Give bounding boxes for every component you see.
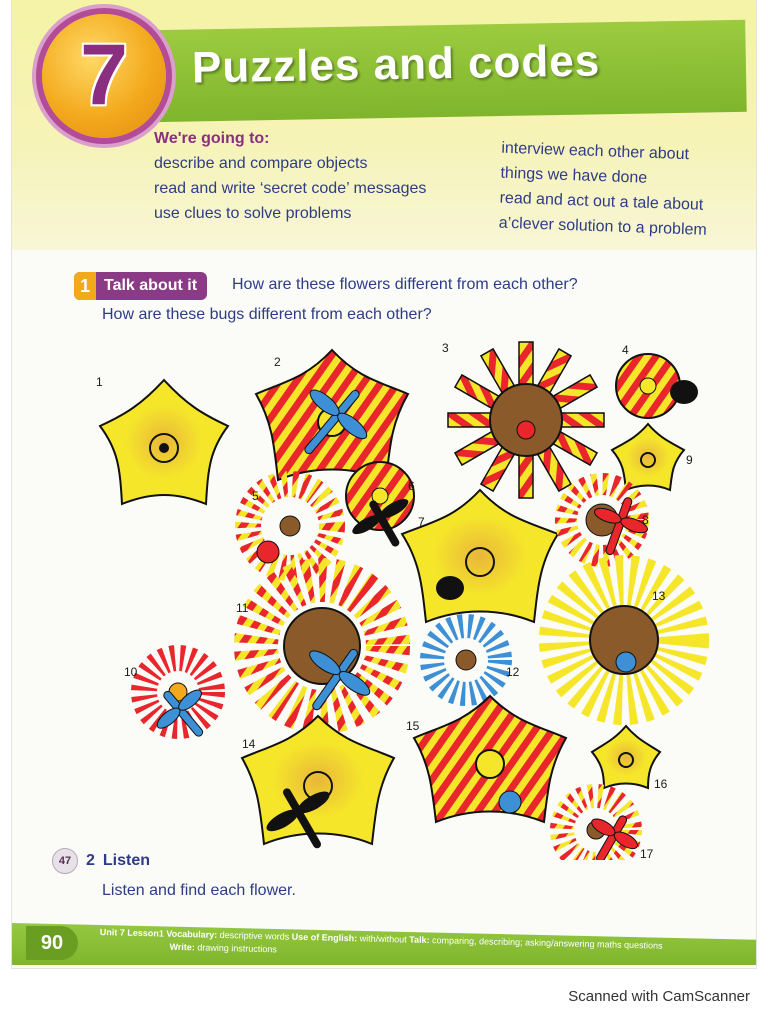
flower-label-16: 16 bbox=[654, 777, 668, 791]
flower-4 bbox=[616, 354, 698, 418]
flower-label-7: 7 bbox=[418, 515, 425, 529]
activity-2-title: Listen bbox=[102, 852, 151, 869]
flower-15 bbox=[414, 696, 566, 822]
flower-11 bbox=[256, 580, 388, 730]
unit-badge bbox=[42, 14, 166, 138]
footer-vocab: descriptive words bbox=[217, 929, 292, 942]
flower-label-3: 3 bbox=[442, 341, 449, 355]
goal-item: use clues to solve problems bbox=[154, 205, 352, 222]
flower-label-10: 10 bbox=[124, 665, 138, 679]
footer-unit-label: Unit 7 Lesson1 Vocabulary: bbox=[99, 926, 218, 940]
flower-label-14: 14 bbox=[242, 737, 256, 751]
question-bugs: How are these bugs different from each other? bbox=[102, 306, 432, 323]
flower-label-11: 11 bbox=[236, 601, 249, 615]
activity-2-number: 2 bbox=[86, 852, 95, 869]
flower-label-8: 8 bbox=[642, 513, 649, 527]
flower-3 bbox=[448, 342, 604, 498]
chapter-title: Puzzles and codes bbox=[191, 36, 601, 93]
flower-2 bbox=[256, 350, 408, 480]
footer-use: with/without bbox=[357, 933, 410, 945]
flower-label-6: 6 bbox=[408, 479, 415, 493]
goal-item: things we have done bbox=[500, 164, 648, 187]
goals-right bbox=[498, 136, 751, 245]
flower-label-1: 1 bbox=[96, 375, 103, 389]
textbook-page bbox=[12, 0, 756, 968]
goals-left bbox=[154, 126, 494, 226]
flower-label-2: 2 bbox=[274, 355, 281, 369]
flower-9 bbox=[612, 424, 684, 490]
unit-number: 7 bbox=[80, 27, 128, 123]
flower-label-15: 15 bbox=[406, 719, 420, 733]
flower-label-17: 17 bbox=[640, 847, 654, 860]
flower-5 bbox=[248, 484, 332, 568]
activity-2-instruction: Listen and find each flower. bbox=[102, 882, 296, 899]
footer-talk-label: Talk: bbox=[409, 934, 430, 946]
flower-label-13: 13 bbox=[652, 589, 666, 603]
flower-14 bbox=[242, 716, 394, 860]
flower-7 bbox=[402, 490, 558, 622]
activity-1-title: Talk about it bbox=[104, 277, 198, 294]
flower-label-9: 9 bbox=[686, 453, 693, 467]
activity-1-number: 1 bbox=[74, 272, 96, 300]
flower-label-12: 12 bbox=[506, 665, 520, 679]
page-number: 90 bbox=[26, 926, 78, 960]
footer-talk: comparing, describing; asking/answering maths questions bbox=[429, 935, 663, 951]
flower-12 bbox=[432, 626, 500, 694]
goal-item: read and act out a tale about bbox=[499, 189, 704, 214]
goal-item: describe and compare objects bbox=[154, 155, 368, 172]
goals-heading: We're going to: bbox=[154, 130, 270, 147]
goal-item: read and write ‘secret code’ messages bbox=[154, 180, 427, 197]
flower-13 bbox=[564, 580, 684, 700]
activity-1-label bbox=[74, 272, 207, 300]
activity-2-header bbox=[52, 848, 150, 874]
question-flowers: How are these flowers different from each other? bbox=[232, 276, 578, 293]
scan-caption: Scanned with CamScanner bbox=[568, 988, 750, 1005]
audio-track-icon[interactable]: 47 bbox=[52, 848, 78, 874]
flower-10 bbox=[144, 658, 223, 753]
flower-17 bbox=[562, 796, 647, 860]
flower-label-4: 4 bbox=[622, 343, 629, 357]
flower-1 bbox=[100, 380, 228, 504]
flowers-illustration bbox=[12, 330, 756, 860]
footer-write-label: Write: bbox=[169, 941, 195, 953]
goal-item: a’clever solution to a problem bbox=[498, 214, 708, 239]
flower-16 bbox=[592, 726, 660, 788]
footer-write: drawing instructions bbox=[194, 942, 277, 955]
goal-item: interview each other about bbox=[501, 139, 690, 164]
flower-label-5: 5 bbox=[252, 489, 259, 503]
footer-use-label: Use of English: bbox=[291, 931, 358, 944]
